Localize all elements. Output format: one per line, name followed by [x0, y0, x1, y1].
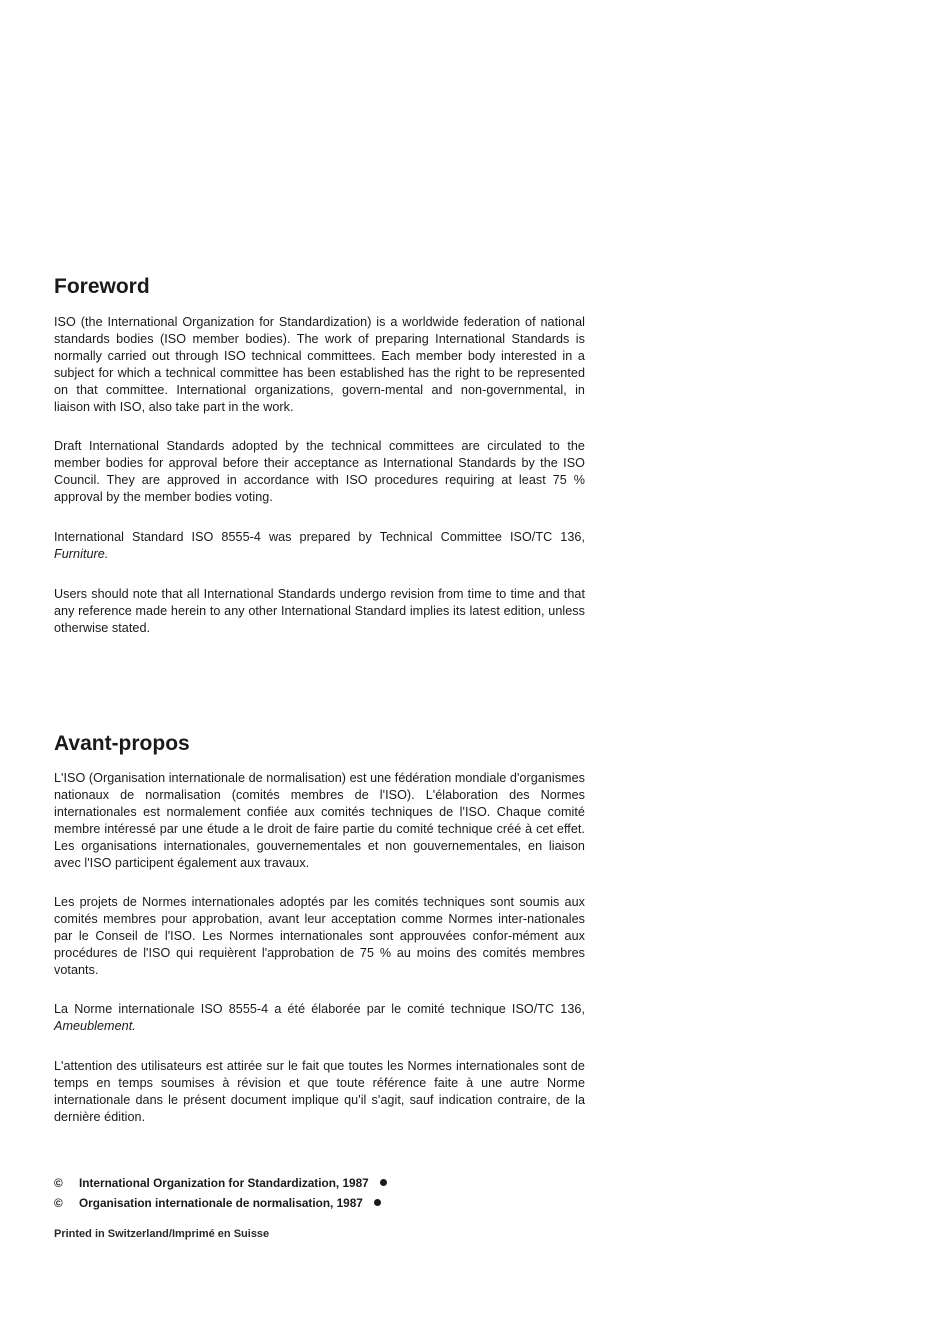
- avant-propos-paragraph-2: Les projets de Normes internationales adoptés par les comités techniques sont soumis aux comités membres pour approbation, avant leur acceptation comme Normes inter-nationales par le Conseil de l'ISO. Les Normes internationales sont approuvées confor-mément aux procédures de l'ISO qui requièrent l'approbation de 75 % au moins des comités membres votants.: [54, 895, 585, 977]
- copyright-line-french: [54, 1195, 381, 1211]
- foreword-title: Foreword: [54, 275, 150, 298]
- avant-propos-p3-text: La Norme internationale ISO 8555-4 a été élaborée par le comité technique ISO/TC 136,: [54, 1002, 585, 1016]
- avant-propos-paragraph-1: L'ISO (Organisation internationale de normalisation) est une fédération mondiale d'organismes nationaux de normalisation (comités membres de l'ISO). L'élaboration des Normes internationales est normalement confiée aux comités techniques de l'ISO. Chaque comité membre intéressé par une étude a le droit de faire partie du comité technique créé à cet effet. Les organisations internationales, gouvernementales et non gouvernementales, en liaison avec l'ISO participent également aux travaux.: [54, 771, 585, 870]
- foreword-paragraph-2: Draft International Standards adopted by the technical committees are circulated to the member bodies for approval before their acceptance as International Standards by the ISO Council. They are approved in accordance with ISO procedures requiring at least 75 % approval by the member bodies voting.: [54, 439, 585, 504]
- foreword-paragraph-1: ISO (the International Organization for Standardization) is a worldwide federation of national standards bodies (ISO member bodies). The work of preparing International Standards is normally carried out through ISO technical committees. Each member body interested in a subject for which a technical committee has been established has the right to be represented on that committee. International organizations, govern-mental and non-governmental, in liaison with ISO, also take part in the work.: [54, 315, 585, 414]
- copyright-text-french: Organisation internationale de normalisation, 1987: [79, 1196, 363, 1210]
- foreword-paragraph-4: Users should note that all International Standards undergo revision from time to time and that any reference made herein to any other International Standard implies its latest edition, unless otherwise stated.: [54, 587, 585, 635]
- copyright-icon: ©: [54, 1176, 63, 1190]
- bullet-dot-icon: [380, 1179, 387, 1186]
- foreword-p3-text: International Standard ISO 8555-4 was prepared by Technical Committee ISO/TC 136,: [54, 530, 585, 544]
- avant-propos-paragraph-3: [54, 1001, 585, 1035]
- printed-in-note: Printed in Switzerland/Imprimé en Suisse: [54, 1228, 270, 1240]
- bullet-dot-icon: [374, 1199, 381, 1206]
- copyright-icon: ©: [54, 1196, 63, 1210]
- copyright-text-english: International Organization for Standardization, 1987: [79, 1176, 369, 1190]
- foreword-committee-name: Furniture.: [54, 546, 109, 561]
- copyright-line-english: [54, 1175, 387, 1191]
- avant-propos-title: Avant-propos: [54, 732, 190, 755]
- avant-propos-committee-name: Ameublement.: [54, 1018, 136, 1033]
- avant-propos-paragraph-4: L'attention des utilisateurs est attirée sur le fait que toutes les Normes internationales sont de temps en temps soumises à révision et que toute référence faite à une autre Norme internationale dans le présent document implique qu'il s'agit, sauf indication contraire, de la dernière édition.: [54, 1059, 585, 1124]
- foreword-paragraph-3: [54, 529, 585, 563]
